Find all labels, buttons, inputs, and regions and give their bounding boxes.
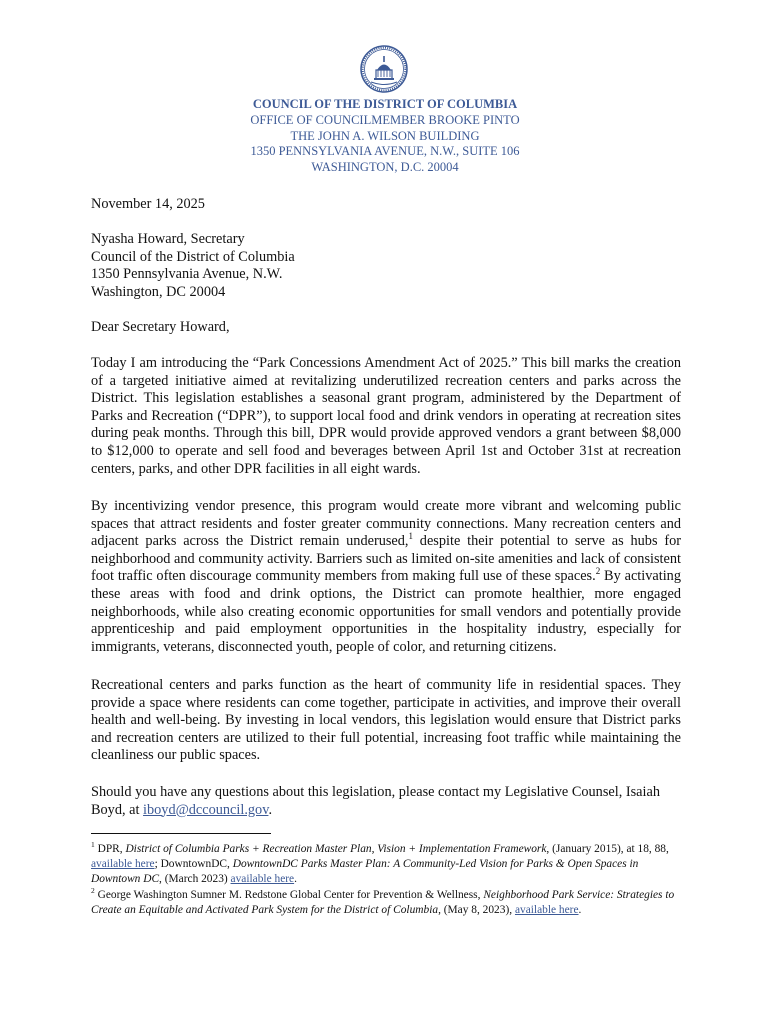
paragraph-3: Recreational centers and parks function as the heart of community life in residential spaces. They provide a space where residents can come together, participate in activities, and improve their overall health and well-being. By investing in local vendors, this legislation would ensure that District parks and recreation centers are utilized to their full potential, increasing foot traffic while maintaining the cleanliness our public spaces. [91, 677, 681, 764]
footnote-2 [91, 885, 681, 918]
letterhead [0, 97, 770, 176]
footnote-1-text: , (January 2015), at 18, 88, [546, 843, 669, 855]
footnote-1-link-2[interactable]: available here [230, 873, 295, 886]
paragraph-2-part-c: By activating these areas with food and drink options, the District can promote healthier, more engaged neighborhoods, while also creating economic opportunities for small vendors and potentially provide apprenticeship and paid employment opportunities in the hospitality industry, especially for immigrants, veterans, disconnected youth, people of color, and returning citizens. [91, 568, 681, 655]
footnote-2-title: Neighborhood Park Service: Strategies to Create an Equitable and Activated Park System for the District of Columbia [91, 888, 675, 916]
letterhead-council: COUNCIL OF THE DISTRICT OF COLUMBIA [252, 97, 518, 111]
footnote-1-text: ; DowntownDC, [154, 858, 233, 871]
paragraph-4-part-a: Should you have any questions about this legislation, please contact my Legislative Counsel, Isaiah Boyd, at [91, 784, 660, 818]
footnote-1-text: , (March 2023) [159, 873, 231, 886]
paragraph-2-part-a: By incentivizing vendor presence, this program would create more vibrant and welcoming public spaces that attract residents and foster greater community connections. Many recreation centers and adjacent parks across the District remain underused, [91, 498, 681, 550]
paragraph-2 [91, 498, 681, 656]
council-seal-icon [360, 45, 408, 93]
recipient-name: Nyasha Howard, Secretary [91, 231, 245, 247]
counsel-email-link[interactable]: iboyd@dccouncil.gov [143, 801, 269, 818]
recipient-street: 1350 Pennsylvania Avenue, N.W. [91, 266, 283, 283]
letter-date: November 14, 2025 [91, 196, 205, 212]
letterhead-city: WASHINGTON, D.C. 20004 [311, 160, 459, 175]
footnote-ref-1: 1 [408, 531, 413, 542]
footnote-1-link-1[interactable]: available here [91, 858, 155, 871]
paragraph-2-part-b: despite their potential to serve as hubs for neighborhood and community activity. Barriers such as limited on-site amenities and lack of consistent foot traffic often discourage community members from making full use of these spaces. [91, 533, 681, 585]
footnote-1-number: 1 [91, 840, 95, 850]
footnote-ref-2: 2 [595, 566, 601, 577]
paragraph-4 [91, 784, 681, 819]
recipient-city: Washington, DC 20004 [91, 283, 226, 300]
footnote-2-text: , (May 8, 2023), [438, 903, 515, 916]
footnotes [91, 842, 681, 918]
footnote-1 [91, 842, 681, 888]
recipient-address [91, 231, 681, 301]
letterhead-building: THE JOHN A. WILSON BUILDING [290, 128, 480, 143]
letterhead-street: 1350 PENNSYLVANIA AVENUE, N.W., SUITE 106 [250, 144, 520, 159]
footnote-2-text: . [578, 903, 582, 916]
paragraph-4-part-b: . [268, 801, 273, 818]
salutation: Dear Secretary Howard, [91, 319, 230, 335]
footnote-2-link[interactable]: available here [514, 903, 579, 916]
paragraph-1: Today I am introducing the “Park Concessions Amendment Act of 2025.” This bill marks the creation of a targeted initiative aimed at revitalizing underutilized recreation centers and parks across the District. This legislation establishes a seasonal grant program, administered by the Department of Parks and Recreation (“DPR”), to support local food and drink vendors in operating at recreation sites during peak months. Through this bill, DPR would provide approved vendors a grant between $8,000 to $12,000 to operate and sell food and beverages between April 1st and October 31st at recreation centers, parks, and other DPR facilities in all eight wards. [91, 355, 681, 477]
footnote-2-text: George Washington Sumner M. Redstone Global Center for Prevention & Wellness, [94, 888, 484, 901]
footnote-divider [91, 833, 271, 834]
footnote-2-number: 2 [91, 885, 95, 895]
footnote-1-text: DPR, [94, 843, 126, 855]
footnote-1-title-2: DowntownDC Parks Master Plan: A Community-Led Vision for Parks & Open Spaces in Downtown DC [91, 858, 639, 886]
recipient-org: Council of the District of Columbia [91, 248, 295, 265]
letterhead-office: OFFICE OF COUNCILMEMBER BROOKE PINTO [250, 112, 520, 127]
footnote-1-title-1: District of Columbia Parks + Recreation Master Plan, Vision + Implementation Framework [125, 843, 547, 855]
footnote-1-text: . [294, 873, 297, 886]
